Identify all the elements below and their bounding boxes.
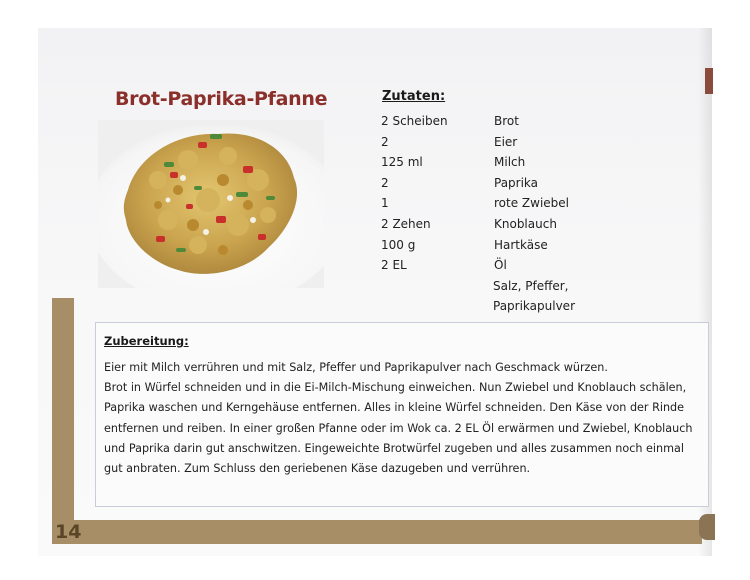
ingredient-quantity: 2 Scheiben bbox=[381, 114, 448, 128]
ingredient-name: Hartkäse bbox=[494, 237, 548, 252]
ingredient-row bbox=[381, 114, 701, 135]
preparation-line: und Paprika darin gut anschwitzen. Eingeweichte Brotwürfel zugeben und alles zusammen noch einmal bbox=[104, 441, 684, 455]
ingredient-name: Milch bbox=[494, 155, 526, 170]
decorative-circle bbox=[699, 514, 715, 540]
ingredient-name: Paprika bbox=[494, 175, 539, 190]
ingredient-quantity: 2 EL bbox=[381, 258, 407, 273]
ingredient-row bbox=[381, 238, 701, 259]
ingredient-quantity: 100 g bbox=[381, 237, 416, 252]
preparation-line: gut anbraten. Zum Schluss den geriebenen Käse dazugeben und verrühren. bbox=[104, 461, 531, 475]
preparation-text bbox=[104, 358, 704, 479]
ingredient-quantity: 125 ml bbox=[381, 155, 423, 170]
preparation-line: Paprika waschen und Kerngehäuse entfernen. Alles in kleine Würfel schneiden. Den Käse von der Rinde bbox=[104, 401, 685, 415]
ingredient-name: rote Zwiebel bbox=[494, 196, 569, 211]
ingredient-row bbox=[381, 196, 701, 217]
ingredient-extra-row bbox=[381, 279, 701, 300]
ingredients-list bbox=[381, 114, 701, 320]
preparation-line: Brot in Würfel schneiden und in die Ei-Milch-Mischung einweichen. Nun Zwiebel und Knoblauch schälen, bbox=[104, 381, 687, 395]
ingredient-row bbox=[381, 258, 701, 279]
dish-photo-illustration bbox=[98, 120, 324, 288]
decorative-frame-left bbox=[52, 298, 74, 544]
preparation-line: Eier mit Milch verrühren und mit Salz, Pfeffer und Paprikapulver nach Geschmack würzen. bbox=[104, 361, 608, 374]
ingredient-name: Brot bbox=[494, 114, 519, 128]
ingredient-name: Knoblauch bbox=[494, 216, 557, 231]
ingredient-extra-row bbox=[381, 299, 701, 320]
ingredient-extra-line: Paprikapulver bbox=[493, 299, 576, 314]
ingredient-quantity: 2 Zehen bbox=[381, 216, 431, 231]
ingredient-quantity: 2 bbox=[381, 175, 389, 190]
ingredient-quantity: 1 bbox=[381, 196, 389, 211]
dish-photo bbox=[98, 120, 324, 288]
ingredients-heading: Zutaten: bbox=[382, 89, 446, 104]
preparation-heading: Zubereitung: bbox=[104, 334, 189, 348]
page-number: 14 bbox=[55, 521, 82, 543]
decorative-frame-bottom bbox=[52, 520, 702, 544]
ingredient-row bbox=[381, 176, 701, 197]
ingredient-row bbox=[381, 217, 701, 238]
ingredient-name: Öl bbox=[494, 258, 507, 273]
recipe-title: Brot-Paprika-Pfanne bbox=[115, 88, 328, 110]
ingredient-name: Eier bbox=[494, 134, 518, 149]
ingredient-extra-line: Salz, Pfeffer, bbox=[493, 278, 569, 293]
chapter-tab-marker bbox=[705, 68, 713, 94]
ingredient-quantity: 2 bbox=[381, 134, 389, 149]
preparation-line: entfernen und reiben. In einer großen Pfanne oder im Wok ca. 2 EL Öl erwärmen und Zwiebel, Knoblauch bbox=[104, 421, 693, 435]
ingredient-row bbox=[381, 155, 701, 176]
ingredient-row bbox=[381, 135, 701, 156]
